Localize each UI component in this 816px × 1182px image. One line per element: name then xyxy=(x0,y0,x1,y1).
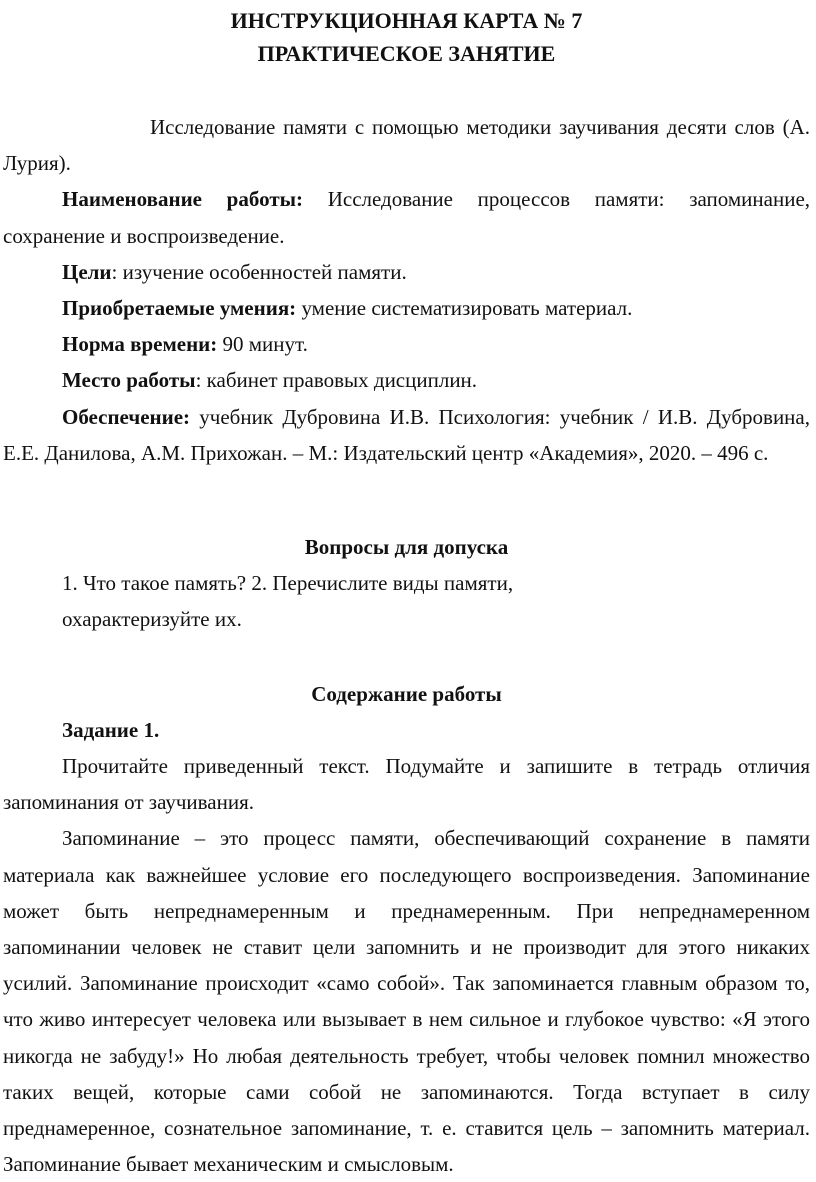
admission-heading: Вопросы для допуска xyxy=(304,535,509,560)
field-time xyxy=(3,326,810,362)
document-page xyxy=(3,0,810,1182)
task-title: Задание 1. xyxy=(62,717,160,742)
field-supply-value: учебник Дубровина И.В. Психология: учебник / И.В. Дубровина, Е.Е. Данилова, А.М. Прихожан. – М.: Издательский центр «Академия», 2020. – 496 с. xyxy=(3,404,810,465)
admission-question-line2: охарактеризуйте их. xyxy=(62,607,242,632)
field-name-label: Наименование работы: xyxy=(62,187,304,212)
admission-question-line1: 1. Что такое память? 2. Перечислите виды памяти, xyxy=(62,571,514,596)
field-time-label: Норма времени: xyxy=(62,332,218,357)
field-supply xyxy=(3,399,810,471)
field-place-value: : кабинет правовых дисциплин. xyxy=(195,368,478,393)
field-name xyxy=(3,181,810,253)
card-title: ИНСТРУКЦИОННАЯ КАРТА № 7 xyxy=(230,8,583,33)
field-supply-label: Обеспечение: xyxy=(62,404,191,429)
field-place-label: Место работы xyxy=(62,368,196,393)
field-name-value: Исследование процессов памяти: запоминание, сохранение и воспроизведение. xyxy=(3,187,811,248)
topic-paragraph: Исследование памяти с помощью методики заучивания десяти слов (А. Лурия). xyxy=(3,115,810,176)
field-goals-label: Цели xyxy=(62,259,112,284)
field-goals-value: : изучение особенностей памяти. xyxy=(111,259,407,284)
field-skills-value: умение систематизировать материал. xyxy=(296,296,633,321)
field-goals xyxy=(3,254,810,290)
field-skills-label: Приобретаемые умения: xyxy=(62,296,297,321)
body-paragraph: Запоминание – это процесс памяти, обеспечивающий сохранение в памяти материала как важнейшее условие его последующего воспроизведения. Запоминание может быть непреднамеренным и преднамеренным. При непреднамеренном запоминании человек не ставит цели запомнить и не производит для этого никаких усилий. Запоминание происходит «само собой». Так запоминается главным образом то, что живо интересует человека или вызывает в нем сильное и глубокое чувство: «Я этого никогда не забуду!» Но любая деятельность требует, чтобы человек помнил множество таких вещей, которые сами собой не запоминаются. Тогда вступает в силу преднамеренное, сознательное запоминание, т. е. ставится цель – запомнить материал. Запоминание бывает механическим и смысловым. xyxy=(3,826,810,1177)
field-skills xyxy=(3,290,810,326)
session-title: ПРАКТИЧЕСКОЕ ЗАНЯТИЕ xyxy=(257,41,556,66)
content-heading: Содержание работы xyxy=(311,681,502,706)
field-time-value: 90 минут. xyxy=(217,332,308,357)
task-paragraph: Прочитайте приведенный текст. Подумайте и запишите в тетрадь отличия запоминания от заучивания. xyxy=(3,754,810,815)
field-place xyxy=(3,362,810,398)
